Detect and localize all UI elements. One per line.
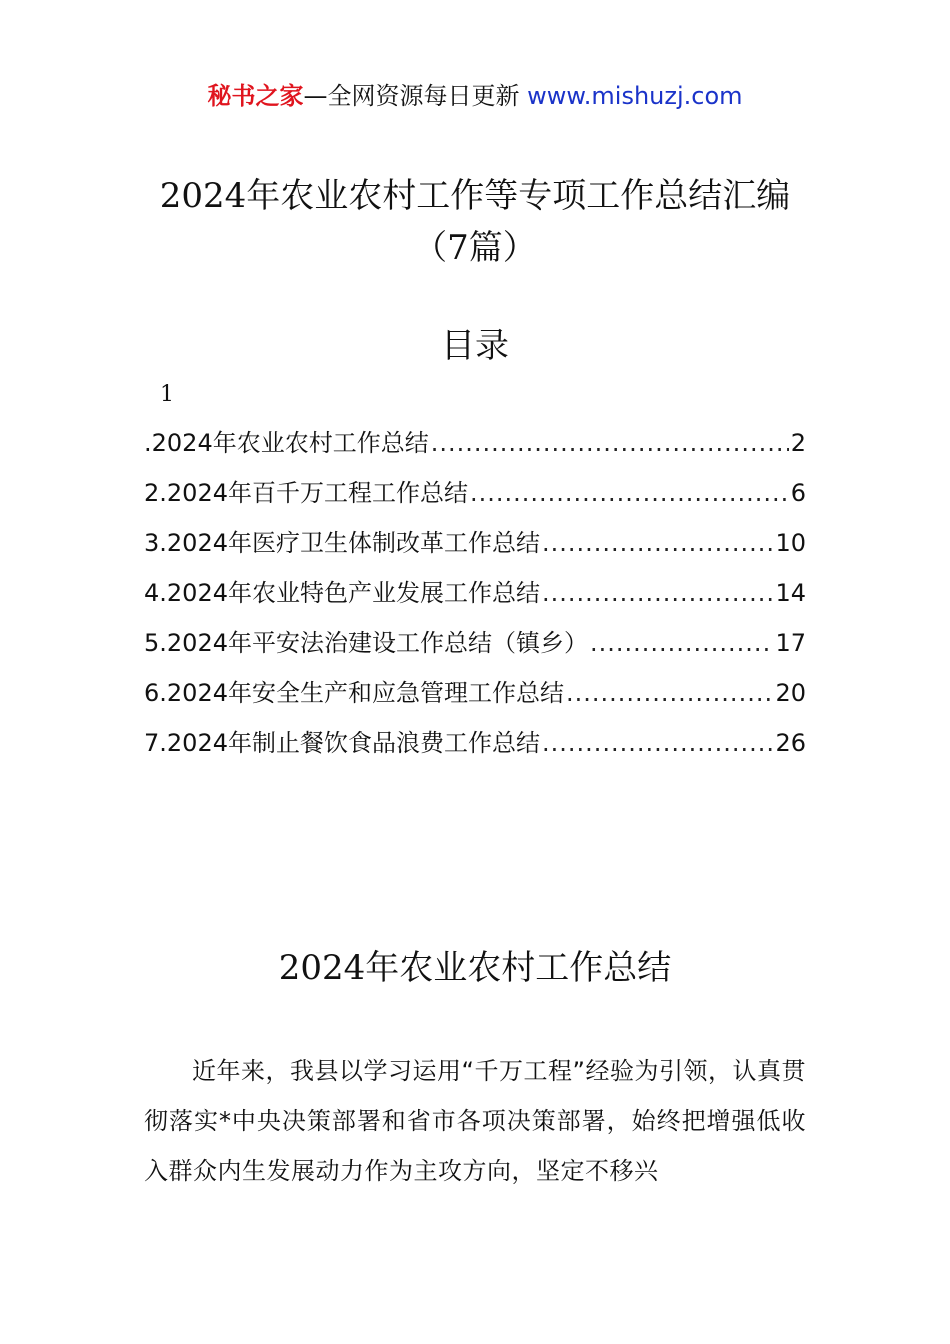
toc-entry-page: 26 bbox=[775, 729, 806, 757]
toc-first-number: 1 bbox=[160, 382, 174, 407]
toc-entry-label: 3.2024年医疗卫生体制改革工作总结 bbox=[144, 529, 540, 557]
toc-leader-dots bbox=[542, 568, 773, 618]
toc-entry-label: 6.2024年安全生产和应急管理工作总结 bbox=[144, 679, 564, 707]
toc-entry-page: 10 bbox=[775, 529, 806, 557]
toc-entry-label: 2.2024年百千万工程工作总结 bbox=[144, 479, 468, 507]
site-brand: 秘书之家 bbox=[207, 82, 304, 110]
toc-entry-5[interactable] bbox=[144, 618, 806, 668]
document-title-line-2: （7篇） bbox=[413, 228, 537, 268]
toc-entry-4[interactable] bbox=[144, 568, 806, 618]
toc-entry-label: 4.2024年农业特色产业发展工作总结 bbox=[144, 579, 540, 607]
document-title-line-1: 2024年农业农村工作等专项工作总结汇编 bbox=[159, 176, 791, 216]
section-title: 2024年农业农村工作总结 bbox=[278, 948, 672, 988]
toc-leader-dots bbox=[542, 718, 773, 768]
section-paragraph: 近年来，我县以学习运用“千万工程”经验为引领，认真贯彻落实*中央决策部署和省市各项决策部署，始终把增强低收入群众内生发展动力作为主攻方向，坚定不移兴 bbox=[144, 1057, 806, 1185]
site-url-link[interactable]: www.mishuzj.com bbox=[527, 82, 743, 110]
toc-leader-dots bbox=[590, 618, 773, 668]
toc-entry-1[interactable] bbox=[144, 418, 806, 468]
toc-entry-page: 2 bbox=[790, 429, 806, 457]
table-of-contents bbox=[144, 418, 806, 768]
toc-leader-dots bbox=[566, 668, 773, 718]
site-header bbox=[0, 78, 950, 114]
toc-entry-2[interactable] bbox=[144, 468, 806, 518]
toc-leader-dots bbox=[542, 518, 773, 568]
toc-entry-label: 7.2024年制止餐饮食品浪费工作总结 bbox=[144, 729, 540, 757]
site-tagline: —全网资源每日更新 bbox=[303, 82, 528, 110]
document-title bbox=[0, 170, 950, 274]
toc-entry-page: 17 bbox=[775, 629, 806, 657]
toc-entry-page: 6 bbox=[790, 479, 806, 507]
toc-entry-label: .2024年农业农村工作总结 bbox=[144, 429, 429, 457]
toc-leader-dots bbox=[470, 468, 789, 518]
toc-entry-page: 20 bbox=[775, 679, 806, 707]
toc-entry-3[interactable] bbox=[144, 518, 806, 568]
toc-entry-7[interactable] bbox=[144, 718, 806, 768]
toc-entry-6[interactable] bbox=[144, 668, 806, 718]
toc-heading: 目录 bbox=[441, 326, 509, 366]
toc-entry-label: 5.2024年平安法治建设工作总结（镇乡） bbox=[144, 629, 588, 657]
toc-entry-page: 14 bbox=[775, 579, 806, 607]
toc-leader-dots bbox=[431, 418, 789, 468]
